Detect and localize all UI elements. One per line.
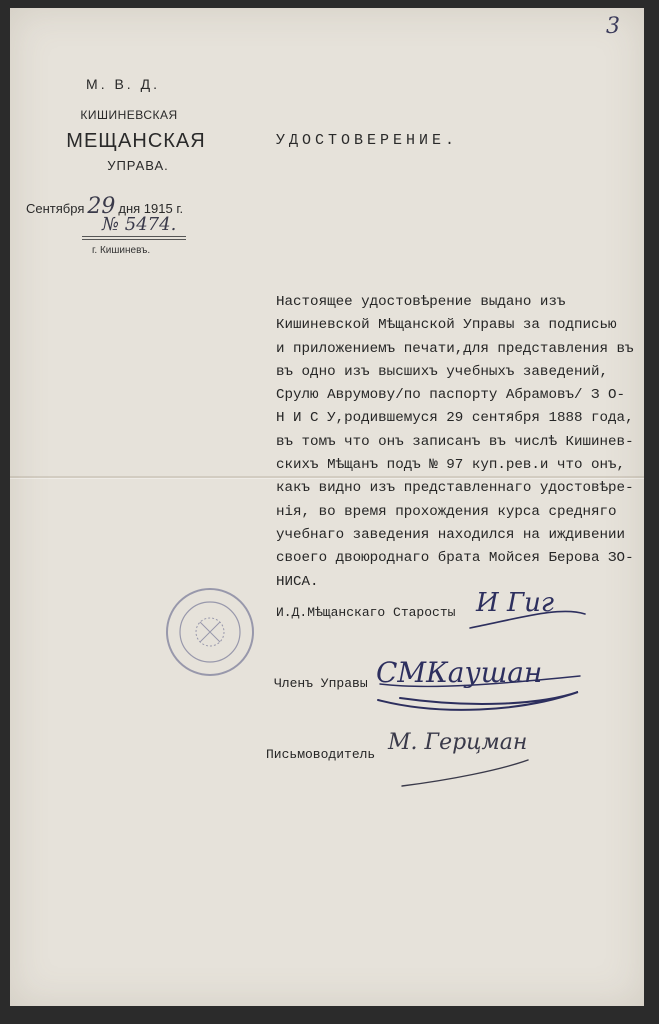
body-line: учебнаго заведения находился на иждивении [276, 526, 626, 543]
body-line: Срулю Аврумову/по паспорту Абрамовъ/ З О- [276, 387, 626, 404]
clerk-label: Письмоводитель [266, 747, 376, 762]
letterhead-town: КИШИНЕВСКАЯ [80, 108, 178, 122]
body-line: въ томъ что онъ записанъ въ числѣ Кишинев- [276, 433, 634, 450]
member-signature: СМКаушан [376, 656, 543, 689]
letterhead-ministry: М. В. Д. [86, 76, 160, 92]
body-line: какъ видно изъ представленнаго удостовѣре- [276, 480, 634, 497]
signature-flourishes [378, 611, 585, 786]
starosta-label: И.Д.Мѣщанскаго Старосты [276, 605, 456, 620]
body-line: въ одно изъ высшихъ учебныхъ заведений, [276, 363, 609, 380]
date-month: Сентября [26, 201, 85, 216]
body-line: Кишиневской Мѣщанской Управы за подписью [276, 317, 617, 334]
body-line: НИСА. [276, 573, 319, 590]
letterhead-institution: МЕЩАНСКАЯ [66, 130, 206, 152]
body-line: своего двоюроднаго брата Мойсея Берова ЗО- [276, 550, 634, 567]
letterhead-uprava: УПРАВА. [107, 158, 169, 173]
member-label: Членъ Управы [274, 676, 368, 691]
letterhead-city: г. Кишиневъ. [92, 245, 151, 256]
clerk-signature: М. Герцман [388, 730, 528, 755]
body-line: Н И С У,родившемуся 29 сентября 1888 года, [276, 410, 634, 427]
starosta-signature: И Гиг [476, 588, 555, 618]
body-line: и приложениемъ печати,для представления въ [276, 340, 634, 357]
date-day-handwritten: 29 [87, 194, 116, 219]
body-line: Настоящее удостовѣрение выдано изъ [276, 294, 566, 310]
document-title: УДОСТОВЕРЕНИЕ. [276, 132, 459, 149]
official-stamp [167, 589, 253, 675]
body-line: нiя, во время прохождения курса средняго [276, 503, 617, 520]
date-year: дня 1915 г. [118, 201, 184, 216]
body-line: скихъ Мѣщанъ подъ № 97 куп.рев.и что онъ, [276, 457, 626, 474]
folio-number: 3 [606, 14, 620, 39]
document-number: № 5474. [102, 214, 177, 235]
